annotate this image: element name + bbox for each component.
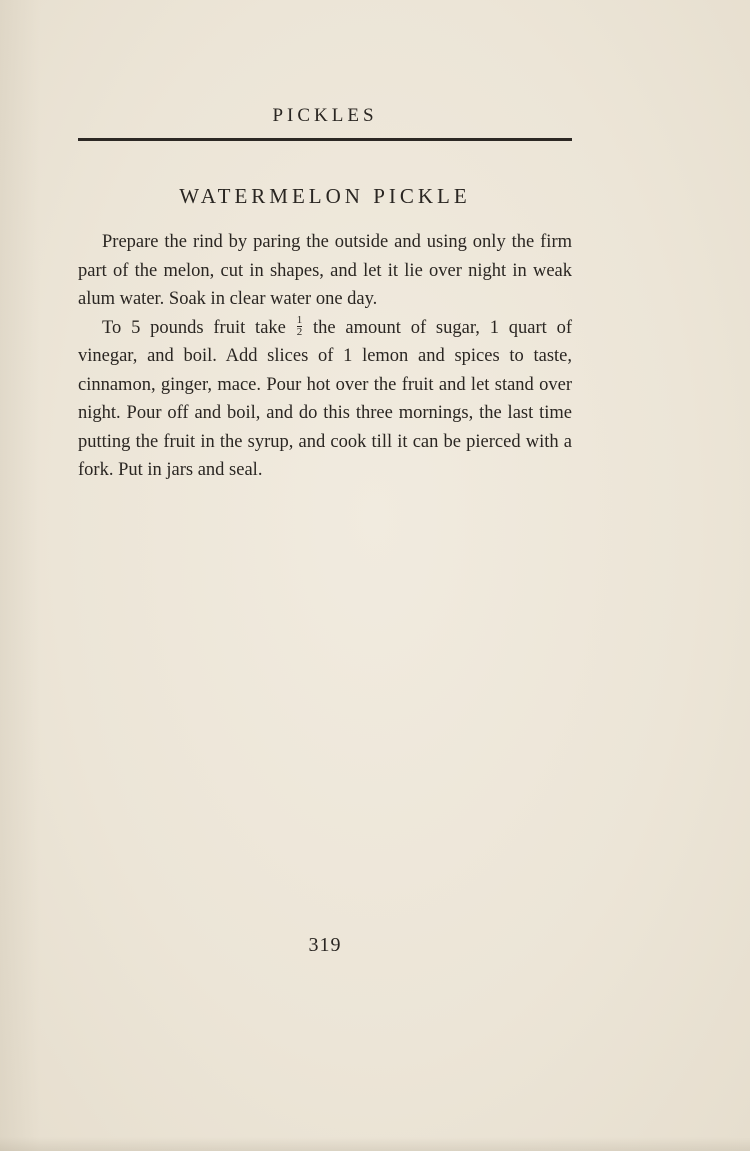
fraction-denominator: 2 [296,325,303,338]
page-number: 319 [308,934,342,956]
one-half-fraction [296,313,303,338]
page-bottom-edge [0,1137,750,1151]
header-rule [78,138,572,141]
paragraph-2-start: To 5 pounds fruit take [102,317,286,338]
recipe-body [78,228,572,485]
running-head: PICKLES [272,105,378,126]
recipe-paragraph-1: Prepare the rind by paring the outside and using only the firm part of the melon, cut in shapes, and let it lie over night in weak alum water. Soak in clear water one day. [78,232,572,309]
fraction-numerator: 1 [296,313,303,326]
recipe-paragraph-2 [78,314,572,485]
paragraph-2-rest: the amount of sugar, 1 quart of vinegar, and boil. Add slices of 1 lemon and spices to taste, cinnamon, ginger, mace. Pour hot over the fruit and let stand over night. Pour off and boil, and do this three mornings, the last time putting the fruit in the syrup, and cook till it can be pierced with a fork. Put in jars and seal. [78,317,572,480]
gutter-shadow [0,0,40,1151]
recipe-title: WATERMELON PICKLE [179,184,471,208]
